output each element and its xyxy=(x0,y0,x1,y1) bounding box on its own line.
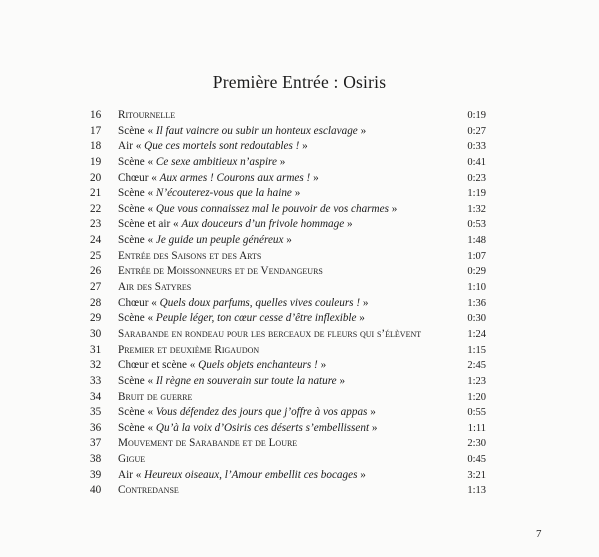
track-title xyxy=(118,186,300,202)
track-title-text: » xyxy=(360,296,369,309)
track-row xyxy=(90,468,486,484)
track-duration: 1:07 xyxy=(467,250,486,262)
track-title-incipit: Ce sexe ambitieux n’aspire xyxy=(155,155,277,168)
track-row xyxy=(90,233,486,249)
track-title xyxy=(118,358,326,374)
track-number: 25 xyxy=(90,249,102,262)
track-title xyxy=(118,343,259,359)
track-duration: 2:30 xyxy=(467,438,486,450)
track-number: 29 xyxy=(90,312,102,325)
track-title-text: Ritournelle xyxy=(118,109,176,121)
track-duration: 0:19 xyxy=(467,110,486,121)
track-row xyxy=(90,374,486,390)
track-title-incipit: Aux armes ! Courons aux armes ! xyxy=(159,171,311,184)
track-title-incipit: Je guide un peuple généreux xyxy=(155,234,284,247)
track-title xyxy=(118,202,397,218)
track-title-text: Air des Satyres xyxy=(118,281,192,294)
track-duration: 0:41 xyxy=(467,156,486,168)
track-title xyxy=(118,249,261,265)
track-title-incipit: Vous défendez des jours que j’offre à vos appas xyxy=(155,406,368,419)
track-title xyxy=(118,311,365,327)
track-title-incipit: Que vous connaissez mal le pouvoir de vos charmes xyxy=(155,202,389,215)
track-duration: 1:11 xyxy=(467,422,486,434)
track-title xyxy=(118,264,323,280)
page-number: 7 xyxy=(536,528,542,540)
track-title-text: Air « xyxy=(118,468,145,481)
track-title-text: Mouvement de Sarabande et de Loure xyxy=(118,437,298,450)
track-title-text: » xyxy=(283,234,292,247)
track-row xyxy=(90,405,486,421)
section-title: Première Entrée : Osiris xyxy=(212,72,387,92)
track-duration: 1:36 xyxy=(467,297,486,309)
track-duration: 0:30 xyxy=(467,313,486,325)
track-row xyxy=(90,327,486,343)
track-title-incipit: Quels doux parfums, quelles vives couleurs ! xyxy=(159,296,361,309)
track-title-incipit: Qu’à la voix d’Osiris ces déserts s’embellissent xyxy=(155,421,370,434)
track-number: 20 xyxy=(90,171,102,184)
track-title-text: » xyxy=(317,359,327,372)
track-title-text: Premier et deuxième Rigaudon xyxy=(118,343,260,356)
track-title-text: Chœur « xyxy=(118,296,160,309)
track-title-text: » xyxy=(344,218,353,231)
track-number: 26 xyxy=(90,265,102,278)
track-row xyxy=(90,139,486,155)
track-title-text: » xyxy=(299,140,308,153)
track-duration: 0:29 xyxy=(467,266,486,278)
track-duration: 1:20 xyxy=(467,391,486,403)
track-title-text: Scène « xyxy=(118,312,156,325)
track-number: 34 xyxy=(90,390,102,403)
track-title-text: Air « xyxy=(118,140,145,153)
track-number: 27 xyxy=(90,281,102,294)
track-row xyxy=(90,421,486,437)
track-duration: 1:15 xyxy=(467,344,486,356)
track-title-text: Scène « xyxy=(118,374,156,387)
track-duration: 3:21 xyxy=(467,469,486,481)
track-number: 28 xyxy=(90,296,102,309)
track-row xyxy=(90,311,486,327)
track-duration: 1:10 xyxy=(467,282,486,294)
track-title xyxy=(118,390,192,406)
track-duration: 0:27 xyxy=(467,125,486,137)
track-number: 22 xyxy=(90,202,102,215)
track-title xyxy=(118,327,421,343)
track-duration: 1:19 xyxy=(467,188,486,200)
track-title xyxy=(118,155,285,171)
track-row xyxy=(90,280,486,296)
track-title xyxy=(118,171,319,187)
track-title-text: » xyxy=(291,187,301,200)
track-number: 40 xyxy=(90,484,102,497)
track-number: 37 xyxy=(90,437,102,450)
track-title xyxy=(118,280,191,296)
track-row xyxy=(90,249,486,265)
track-number: 19 xyxy=(90,155,102,168)
track-row xyxy=(90,108,486,124)
track-title-incipit: Peuple léger, ton cœur cesse d’être inflexible xyxy=(155,312,357,325)
track-title-text: Scène « xyxy=(118,406,156,419)
track-title-text: Scène « xyxy=(118,124,156,137)
track-title-incipit: Que ces mortels sont redoutables ! xyxy=(144,140,300,153)
track-title-text: » xyxy=(336,374,346,387)
track-title xyxy=(118,296,368,312)
track-row xyxy=(90,296,486,312)
track-row xyxy=(90,436,486,452)
track-title-text: Entrée de Moissonneurs et de Vendangeurs xyxy=(118,265,323,278)
track-list xyxy=(90,108,486,499)
track-duration: 0:45 xyxy=(467,454,486,466)
track-title-text: Scène « xyxy=(118,187,156,200)
track-number: 23 xyxy=(90,218,102,231)
track-title-text: Gigue xyxy=(118,453,146,466)
track-row xyxy=(90,452,486,468)
track-duration: 0:55 xyxy=(467,407,486,419)
track-row xyxy=(90,202,486,218)
track-title-text: Chœur et scène « xyxy=(118,359,199,372)
track-number: 35 xyxy=(90,406,102,419)
track-row xyxy=(90,358,486,374)
track-number: 24 xyxy=(90,234,102,247)
track-title-text: » xyxy=(310,171,319,184)
track-title-text: Sarabande en rondeau pour les berceaux de fleurs qui s’élèvent xyxy=(118,327,422,340)
track-duration: 2:45 xyxy=(467,360,486,372)
track-duration: 0:33 xyxy=(467,141,486,153)
track-title xyxy=(118,421,377,437)
track-number: 16 xyxy=(90,109,102,121)
track-number: 18 xyxy=(90,140,102,153)
track-title xyxy=(118,233,292,249)
track-duration: 1:24 xyxy=(467,328,486,340)
track-title-text: Scène « xyxy=(118,155,156,168)
track-title-incipit: N’écouterez-vous que la haine xyxy=(155,187,292,200)
track-row xyxy=(90,155,486,171)
track-title-text: Contredanse xyxy=(118,484,179,497)
track-title-text: » xyxy=(367,406,376,419)
track-title-incipit: Aux douceurs d’un frivole hommage xyxy=(181,218,345,231)
track-duration: 1:48 xyxy=(467,235,486,247)
track-title-incipit: Heureux oiseaux, l’Amour embellit ces bocages xyxy=(144,468,358,481)
track-title xyxy=(118,436,297,452)
track-title-incipit: Quels objets enchanteurs ! xyxy=(198,359,318,372)
track-title xyxy=(118,468,366,484)
track-title-text: » xyxy=(276,155,286,168)
track-number: 38 xyxy=(90,453,102,466)
track-title-text: Scène « xyxy=(118,202,156,215)
track-title-incipit: Il règne en souverain sur toute la nature xyxy=(155,374,337,387)
track-row xyxy=(90,390,486,406)
track-title xyxy=(118,108,175,124)
track-title-text: » xyxy=(369,421,378,434)
track-title-text: Scène « xyxy=(118,421,156,434)
track-title-text: » xyxy=(357,124,367,137)
track-number: 39 xyxy=(90,468,102,481)
track-number: 21 xyxy=(90,187,102,200)
track-row xyxy=(90,171,486,187)
track-title-text: » xyxy=(388,202,398,215)
track-title xyxy=(118,374,345,390)
track-row xyxy=(90,264,486,280)
track-title-incipit: Il faut vaincre ou subir un honteux esclavage xyxy=(155,124,358,137)
track-title-text: » xyxy=(356,312,365,325)
track-title xyxy=(118,217,353,233)
track-title xyxy=(118,452,145,468)
track-duration: 1:23 xyxy=(467,375,486,387)
track-title xyxy=(118,139,308,155)
track-number: 31 xyxy=(90,343,102,356)
track-title-text: Entrée des Saisons et des Arts xyxy=(118,249,262,262)
track-title-text: Scène « xyxy=(118,234,156,247)
track-row xyxy=(90,483,486,499)
track-title-text: Bruit de guerre xyxy=(118,390,193,403)
track-duration: 0:53 xyxy=(467,219,486,231)
track-title xyxy=(118,405,376,421)
track-row xyxy=(90,343,486,359)
track-title xyxy=(118,124,366,140)
track-number: 36 xyxy=(90,421,102,434)
track-duration: 1:13 xyxy=(467,485,486,497)
track-title-text: » xyxy=(357,468,366,481)
track-row xyxy=(90,217,486,233)
track-title-text: Scène et air « xyxy=(118,218,182,231)
track-number: 17 xyxy=(90,124,102,137)
track-number: 33 xyxy=(90,374,102,387)
track-duration: 0:23 xyxy=(467,172,486,184)
track-row xyxy=(90,124,486,140)
track-number: 32 xyxy=(90,359,102,372)
track-title-text: Chœur « xyxy=(118,171,160,184)
track-row xyxy=(90,186,486,202)
track-title xyxy=(118,483,179,499)
track-duration: 1:32 xyxy=(467,203,486,215)
track-number: 30 xyxy=(90,327,102,340)
